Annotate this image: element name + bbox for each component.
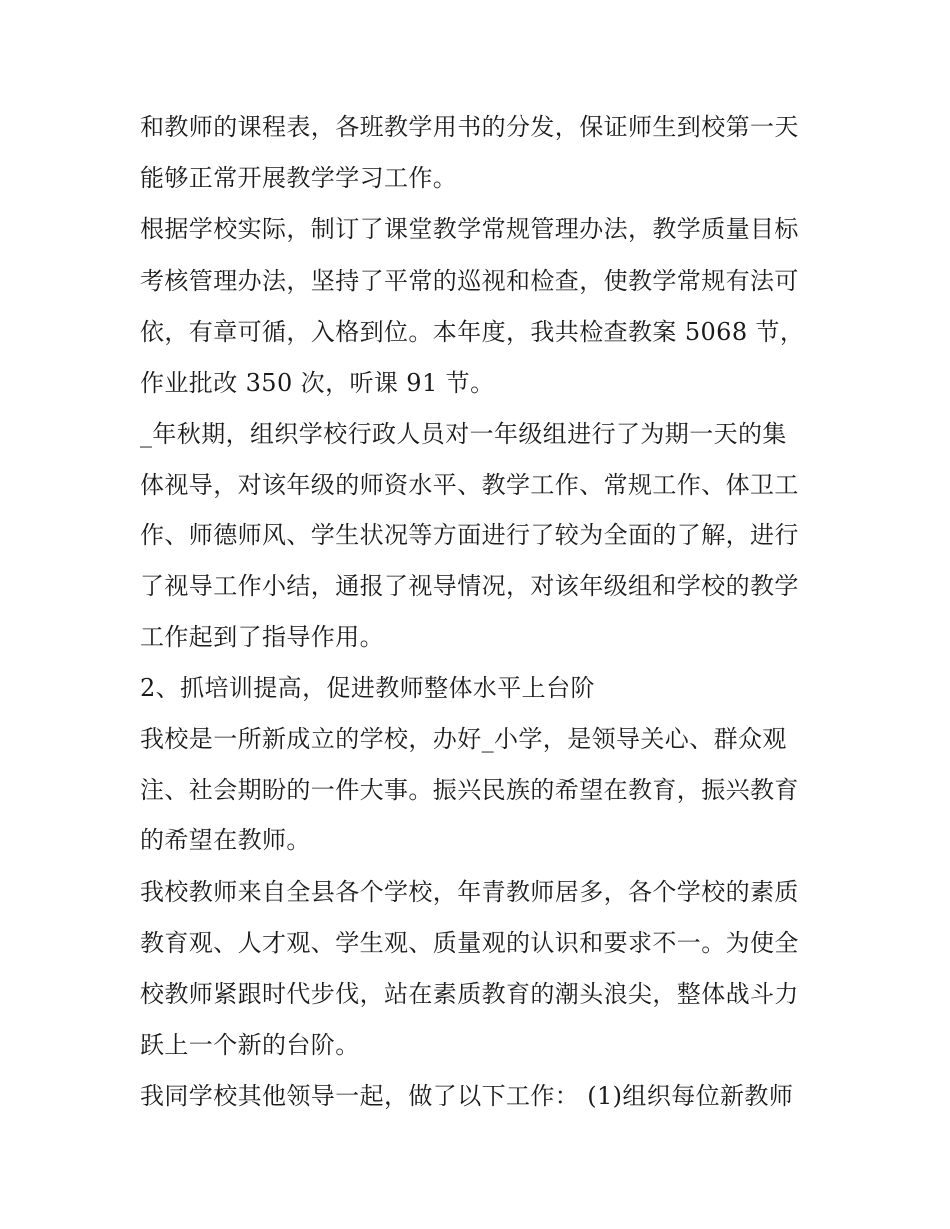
text-line: 依，有章可循，入格到位。本年度，我共检查教案 5068 节， (140, 318, 805, 346)
text-line: 了视导工作小结，通报了视导情况，对该年级组和学校的教学 (140, 572, 799, 600)
text-line: _年秋期，组织学校行政人员对一年级组进行了为期一天的集 (140, 420, 787, 448)
text-line: 我校教师来自全县各个学校，年青教师居多，各个学校的素质 (140, 878, 799, 906)
text-line: 我校是一所新成立的学校，办好_小学，是领导关心、群众观 (140, 725, 787, 753)
text-line: 根据学校实际，制订了课堂教学常规管理办法，教学质量目标 (140, 215, 799, 243)
text-line: 能够正常开展教学学习工作。 (140, 164, 458, 192)
text-line: 教育观、人才观、学生观、质量观的认识和要求不一。为使全 (140, 929, 799, 957)
text-line: 体视导，对该年级的师资水平、教学工作、常规工作、体卫工 (140, 471, 799, 499)
section-heading: 2、抓培训提高，促进教师整体水平上台阶 (140, 674, 595, 702)
text-line: 校教师紧跟时代步伐，站在素质教育的潮头浪尖，整体战斗力 (140, 980, 799, 1008)
text-line: 考核管理办法，坚持了平常的巡视和检查，使教学常规有法可 (140, 267, 799, 295)
text-line: 跃上一个新的台阶。 (140, 1031, 360, 1059)
text-line: 工作起到了指导作用。 (140, 623, 384, 651)
text-line: 和教师的课程表，各班教学用书的分发，保证师生到校第一天 (140, 113, 799, 141)
text-line: 作业批改 350 次，听课 91 节。 (140, 369, 495, 397)
text-line: 注、社会期盼的一件大事。振兴民族的希望在教育，振兴教育 (140, 776, 799, 804)
text-line: 作、师德师风、学生状况等方面进行了较为全面的了解，进行 (140, 521, 799, 549)
text-line: 的希望在教师。 (140, 826, 311, 854)
text-line: 我同学校其他领导一起，做了以下工作： (1)组织每位新教师 (140, 1082, 794, 1110)
